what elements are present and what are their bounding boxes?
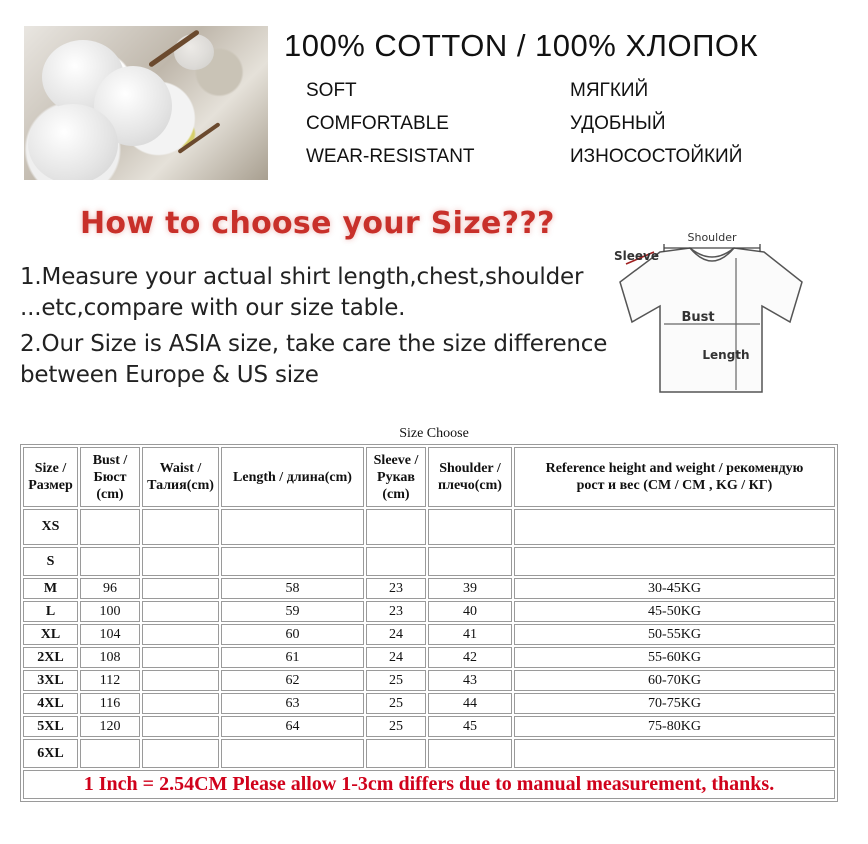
cell-waist [142, 693, 219, 714]
cell-waist [142, 716, 219, 737]
cell-bust: 100 [80, 601, 140, 622]
cell-length: 63 [221, 693, 364, 714]
table-row [23, 509, 835, 545]
table-header-row [23, 447, 835, 507]
cell-size: XS [23, 509, 78, 545]
cell-shoulder: 39 [428, 578, 512, 599]
property-soft-ru: МЯГКИЙ [570, 80, 649, 101]
cell-waist [142, 624, 219, 645]
property-comfortable: COMFORTABLE [306, 113, 449, 134]
cell-ref [514, 739, 835, 768]
cell-ref: 70-75KG [514, 693, 835, 714]
table-row [23, 547, 835, 576]
cell-size: 3XL [23, 670, 78, 691]
cell-size: 2XL [23, 647, 78, 668]
bust-label: Bust [681, 310, 715, 325]
note-row [23, 770, 835, 799]
cell-shoulder [428, 739, 512, 768]
cell-waist [142, 509, 219, 545]
cell-bust [80, 739, 140, 768]
table-row [23, 601, 835, 622]
cell-shoulder: 45 [428, 716, 512, 737]
header-length: Length / длина(cm) [221, 447, 364, 507]
cell-size: 4XL [23, 693, 78, 714]
cell-shoulder: 43 [428, 670, 512, 691]
header-shoulder: Shoulder / плечо(cm) [428, 447, 512, 507]
cell-bust: 104 [80, 624, 140, 645]
cell-ref [514, 547, 835, 576]
table-row [23, 716, 835, 737]
length-label: Length [702, 348, 750, 362]
cell-sleeve: 25 [366, 693, 426, 714]
cell-bust: 96 [80, 578, 140, 599]
cell-waist [142, 578, 219, 599]
cell-size: 5XL [23, 716, 78, 737]
cell-size: XL [23, 624, 78, 645]
cell-sleeve [366, 739, 426, 768]
cell-waist [142, 647, 219, 668]
cell-size: L [23, 601, 78, 622]
table-caption: Size Choose [399, 426, 469, 441]
header-sleeve: Sleeve / Рукав (cm) [366, 447, 426, 507]
header-waist: Waist / Талия(cm) [142, 447, 219, 507]
cell-shoulder [428, 547, 512, 576]
cell-length: 58 [221, 578, 364, 599]
step-2-line-2: between Europe & US size [20, 362, 319, 388]
cell-size: S [23, 547, 78, 576]
cell-shoulder [428, 509, 512, 545]
step-1-line-1: 1.Measure your actual shirt length,chest,shoulder [20, 264, 584, 290]
cell-shoulder: 44 [428, 693, 512, 714]
cell-sleeve: 25 [366, 670, 426, 691]
cell-bust: 120 [80, 716, 140, 737]
cell-sleeve [366, 547, 426, 576]
cell-size: 6XL [23, 739, 78, 768]
header-bust: Bust / Бюст (cm) [80, 447, 140, 507]
property-soft: SOFT [306, 80, 357, 101]
cell-ref: 45-50KG [514, 601, 835, 622]
table-row [23, 693, 835, 714]
cell-shoulder: 42 [428, 647, 512, 668]
cell-ref: 75-80KG [514, 716, 835, 737]
cell-ref: 50-55KG [514, 624, 835, 645]
cell-size: M [23, 578, 78, 599]
table-row [23, 739, 835, 768]
cell-sleeve: 24 [366, 624, 426, 645]
cell-bust: 108 [80, 647, 140, 668]
cell-bust [80, 547, 140, 576]
size-table [20, 444, 838, 802]
header-reference: Reference height and weight / рекомендую рост и вес (CM / CM , KG / КГ) [514, 447, 835, 507]
cell-length: 60 [221, 624, 364, 645]
cell-bust: 116 [80, 693, 140, 714]
table-row [23, 670, 835, 691]
step-2-line-1: 2.Our Size is ASIA size, take care the size difference [20, 331, 608, 357]
property-wear-resistant-ru: ИЗНОСОСТОЙКИЙ [570, 146, 743, 167]
cell-ref [514, 509, 835, 545]
cell-length [221, 547, 364, 576]
cell-length [221, 509, 364, 545]
cell-ref: 55-60KG [514, 647, 835, 668]
cell-sleeve: 23 [366, 578, 426, 599]
cell-waist [142, 739, 219, 768]
sleeve-label: Sleeve [614, 249, 659, 263]
shoulder-label: Shoulder [687, 231, 737, 244]
cell-ref: 60-70KG [514, 670, 835, 691]
cell-length: 61 [221, 647, 364, 668]
cell-sleeve [366, 509, 426, 545]
step-1-line-2: ...etc,compare with our size table. [20, 295, 406, 321]
size-guide-title: How to choose your Size??? [80, 206, 555, 241]
cell-ref: 30-45KG [514, 578, 835, 599]
cell-length: 59 [221, 601, 364, 622]
cell-bust: 112 [80, 670, 140, 691]
cell-waist [142, 601, 219, 622]
cell-length: 62 [221, 670, 364, 691]
cell-sleeve: 25 [366, 716, 426, 737]
cell-waist [142, 670, 219, 691]
cotton-photo [24, 26, 268, 180]
cell-waist [142, 547, 219, 576]
table-row [23, 647, 835, 668]
cell-sleeve: 23 [366, 601, 426, 622]
header-size: Size / Размер [23, 447, 78, 507]
property-comfortable-ru: УДОБНЫЙ [570, 113, 666, 134]
table-row [23, 624, 835, 645]
table-row [23, 578, 835, 599]
cell-length [221, 739, 364, 768]
shirt-measurement-diagram [612, 222, 812, 397]
cell-shoulder: 41 [428, 624, 512, 645]
cell-shoulder: 40 [428, 601, 512, 622]
cell-sleeve: 24 [366, 647, 426, 668]
cell-bust [80, 509, 140, 545]
property-wear-resistant: WEAR-RESISTANT [306, 146, 475, 167]
cell-length: 64 [221, 716, 364, 737]
measurement-note: 1 Inch = 2.54CM Please allow 1-3cm differs due to manual measurement, thanks. [23, 770, 835, 799]
cotton-headline: 100% COTTON / 100% ХЛОПОК [284, 28, 759, 63]
